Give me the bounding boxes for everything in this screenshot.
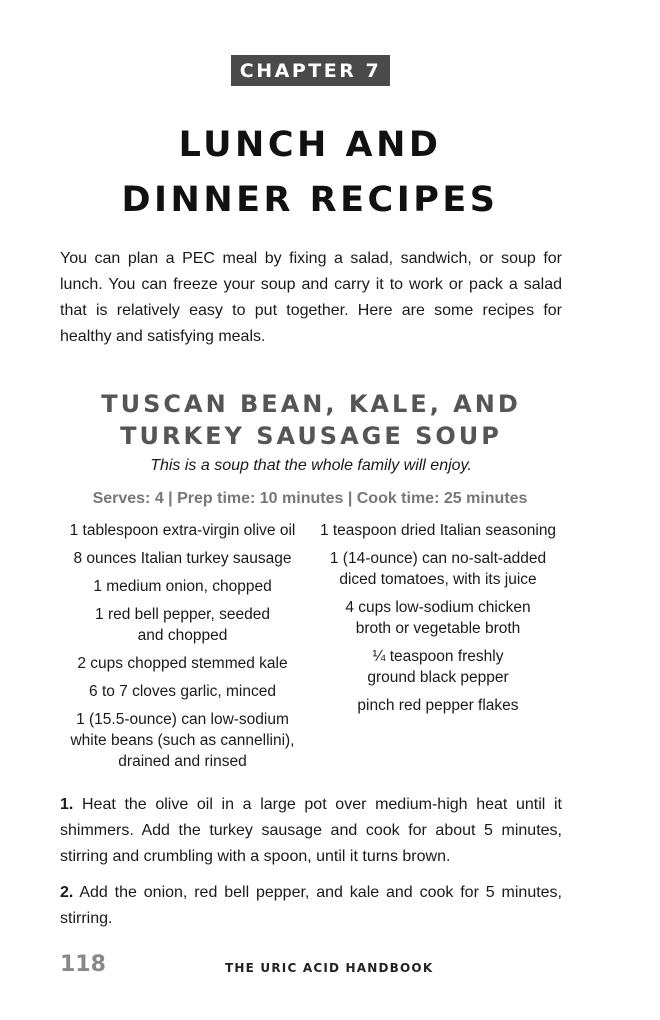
- chapter-title: [60, 118, 560, 228]
- chapter-title-line-2: DINNER RECIPES: [121, 180, 499, 220]
- ingredient-item: 1 teaspoon dried Italian seasoning: [319, 522, 557, 539]
- recipe-title: [60, 388, 562, 452]
- recipe-subtitle: This is a soup that the whole family will enjoy.: [150, 457, 472, 474]
- ingredients-right-column: [318, 520, 558, 723]
- recipe-meta: Serves: 4 | Prep time: 10 minutes | Cook time: 25 minutes: [92, 490, 528, 507]
- page-number: 118: [60, 952, 106, 977]
- ingredient-item: 1 (15.5-ounce) can low-sodium white beans (such as cannellini), drained and rinsed: [70, 711, 295, 770]
- ingredient-item: 8 ounces Italian turkey sausage: [73, 550, 292, 567]
- step-number: 2.: [60, 884, 74, 901]
- ingredient-item: 4 cups low-sodium chicken broth or vegetable broth: [345, 599, 531, 637]
- ingredient-item: 2 cups chopped stemmed kale: [77, 655, 288, 672]
- ingredient-item: 6 to 7 cloves garlic, minced: [89, 683, 276, 700]
- intro-paragraph: You can plan a PEC meal by fixing a salad, sandwich, or soup for lunch. You can freeze your soup and carry it to work or pack a salad that is relatively easy to put together. Here are some recipes for healthy and satisfying meals.: [60, 250, 562, 345]
- chapter-badge: CHAPTER 7: [231, 55, 390, 86]
- step-text: Heat the olive oil in a large pot over medium-high heat until it shimmers. Add the turkey sausage and cook for about 5 minutes, stirring and crumbling with a spoon, until it turns brown.: [60, 796, 562, 865]
- ingredient-item: 1 tablespoon extra-virgin olive oil: [69, 522, 296, 539]
- instruction-step: [60, 792, 562, 870]
- ingredient-item: 1 medium onion, chopped: [93, 578, 272, 595]
- step-number: 1.: [60, 796, 74, 813]
- ingredients-left-column: [55, 520, 310, 779]
- ingredient-item: pinch red pepper flakes: [357, 697, 519, 714]
- running-footer-book-title: THE URIC ACID HANDBOOK: [225, 961, 434, 975]
- chapter-title-line-1: LUNCH AND: [178, 125, 442, 165]
- instruction-step: [60, 880, 562, 932]
- recipe-title-line-1: TUSCAN BEAN, KALE, AND: [101, 390, 521, 418]
- ingredient-item: 1 red bell pepper, seeded and chopped: [95, 606, 270, 644]
- step-text: Add the onion, red bell pepper, and kale and cook for 5 minutes, stirring.: [60, 884, 563, 927]
- recipe-title-line-2: TURKEY SAUSAGE SOUP: [120, 422, 502, 450]
- ingredient-item: 1 (14-ounce) can no-salt-added diced tomatoes, with its juice: [329, 550, 547, 588]
- ingredient-item: ¼ teaspoon freshly ground black pepper: [367, 648, 509, 686]
